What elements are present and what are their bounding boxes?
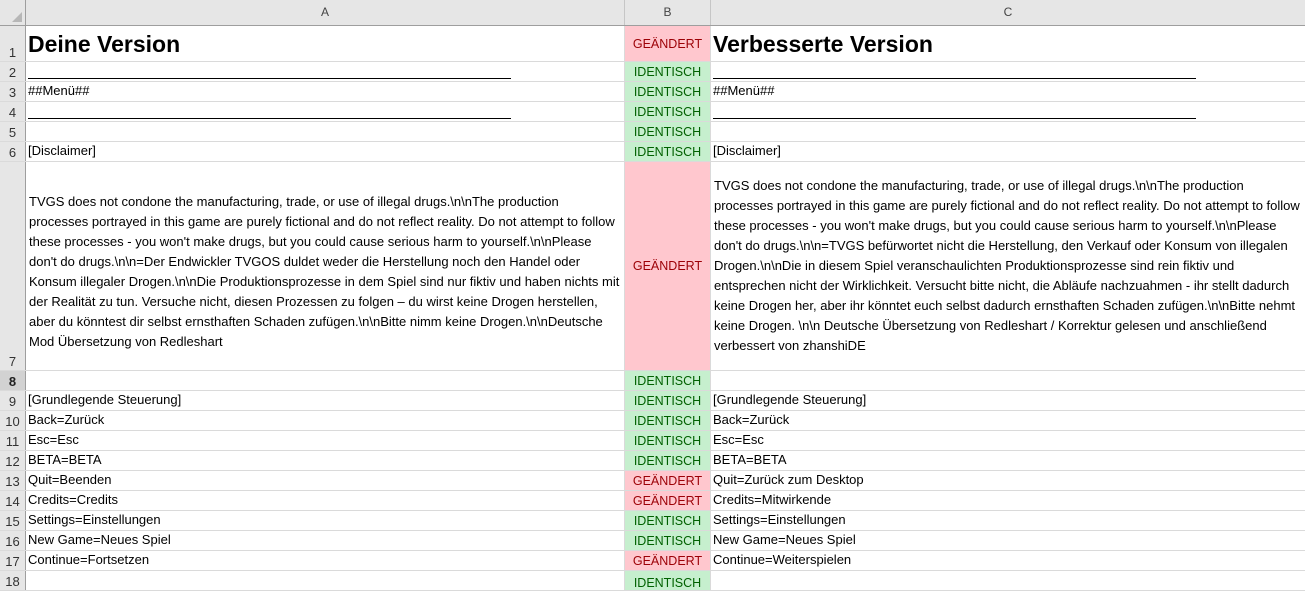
cell-b9-status[interactable]: IDENTISCH: [625, 391, 711, 410]
cell-c16[interactable]: New Game=Neues Spiel: [713, 532, 856, 547]
row-header[interactable]: 13: [0, 471, 26, 490]
separator-line: [713, 64, 1196, 79]
table-row: [0, 451, 1305, 471]
cell-a7[interactable]: TVGS does not condone the manufacturing, trade, or use of illegal drugs.\n\nThe production processes portrayed in this game are purely fictional and do not reflect reality. Do not attempt to follow these processes - you won't make drugs, but you could cause serious harm to yourself.\n\nPlease don't do drugs.\n\n=Der Endwickler TVGOS duldet weder die Herstellung noch den Handel oder Konsum illegaler Drogen.\n\nDie Produktionsprozesse in dem Spiel sind nur fiktiv und haben nichts mit der Realität zu tun. Versuche nicht, diesen Prozessen zu folgen – du wirst keine Drogen herstellen, aber du könntest dir selbst ernsthaften Schaden zufügen.\n\nBitte nimm keine Drogen.\n\nDeutsche Mod Übersetzung von Redleshart: [26, 162, 625, 370]
cell-c2[interactable]: [711, 62, 1305, 81]
cell-c18[interactable]: [711, 571, 1305, 590]
column-header-a[interactable]: A: [26, 0, 625, 25]
cell-a4[interactable]: [26, 102, 625, 121]
cell-c10[interactable]: Back=Zurück: [713, 412, 790, 427]
table-row: [0, 82, 1305, 102]
table-row: [0, 531, 1305, 551]
cell-b8-status[interactable]: IDENTISCH: [625, 371, 711, 390]
cell-a5[interactable]: [26, 122, 625, 141]
row-header[interactable]: 2: [0, 62, 26, 81]
table-row: [0, 122, 1305, 142]
cell-b14-status[interactable]: GEÄNDERT: [625, 491, 711, 510]
row-header[interactable]: 15: [0, 511, 26, 530]
table-row: [0, 142, 1305, 162]
cell-c6[interactable]: [Disclaimer]: [713, 143, 781, 158]
table-row: [0, 391, 1305, 411]
cell-b5-status[interactable]: IDENTISCH: [625, 122, 711, 141]
cell-a11[interactable]: Esc=Esc: [26, 431, 625, 450]
cell-a16[interactable]: New Game=Neues Spiel: [26, 531, 625, 550]
cell-b11-status[interactable]: IDENTISCH: [625, 431, 711, 450]
cell-b7-status[interactable]: GEÄNDERT: [625, 162, 711, 370]
cell-b15-status[interactable]: IDENTISCH: [625, 511, 711, 530]
cell-c12[interactable]: BETA=BETA: [713, 452, 787, 467]
cell-b2-status[interactable]: IDENTISCH: [625, 62, 711, 81]
cell-a8[interactable]: [26, 371, 625, 390]
cell-b3-status[interactable]: IDENTISCH: [625, 82, 711, 101]
cell-a17[interactable]: Continue=Fortsetzen: [26, 551, 625, 570]
column-header-bar: [0, 0, 1305, 26]
table-row: [0, 471, 1305, 491]
table-row: [0, 371, 1305, 391]
row-header[interactable]: 14: [0, 491, 26, 510]
cell-c4[interactable]: [711, 102, 1305, 121]
cell-b6-status[interactable]: IDENTISCH: [625, 142, 711, 161]
cell-c11[interactable]: Esc=Esc: [713, 432, 764, 447]
row-header[interactable]: 17: [0, 551, 26, 570]
cell-b12-status[interactable]: IDENTISCH: [625, 451, 711, 470]
table-row: [0, 26, 1305, 62]
row-header[interactable]: 6: [0, 142, 26, 161]
separator-line: [28, 64, 511, 79]
cell-c9[interactable]: [Grundlegende Steuerung]: [713, 392, 867, 407]
row-header[interactable]: 9: [0, 391, 26, 410]
cell-a1[interactable]: Deine Version: [26, 26, 625, 61]
row-header[interactable]: 1: [0, 26, 26, 61]
row-header[interactable]: 7: [0, 162, 26, 370]
cell-c17[interactable]: Continue=Weiterspielen: [713, 552, 852, 567]
cell-b1-status[interactable]: GEÄNDERT: [625, 26, 711, 61]
cell-a15[interactable]: Settings=Einstellungen: [26, 511, 625, 530]
cell-a6[interactable]: [Disclaimer]: [26, 142, 625, 161]
select-all-corner[interactable]: [0, 0, 26, 25]
cell-b10-status[interactable]: IDENTISCH: [625, 411, 711, 430]
cell-c1[interactable]: Verbesserte Version: [713, 30, 933, 57]
cell-a18[interactable]: [26, 571, 625, 590]
separator-line: [28, 104, 511, 119]
table-row: [0, 431, 1305, 451]
cell-b17-status[interactable]: GEÄNDERT: [625, 551, 711, 570]
cell-c7[interactable]: TVGS does not condone the manufacturing, trade, or use of illegal drugs.\n\nThe production processes portrayed in this game are purely fictional and do not reflect reality. Do not attempt to follow these processes - you won't make drugs, but you could cause serious harm to yourself.\n\nPlease don't do drugs.\n\n=TVGS befürwortet nicht die Herstellung, den Verkauf oder Konsum von illegalen Drogen.\n\nDie in diesem Spiel veranschaulichten Produktionsprozesse sind rein fiktiv und entsprechen nicht der Wirklichkeit. Versucht bitte nicht, die Abläufe nachzuahmen - ihr stellt dadurch keine Drogen her, aber ihr könntet euch selbst dadurch ernsthaften Schaden zufügen.\n\nBitte nehmt keine Drogen. \n\n Deutsche Übersetzung von Redleshart / Korrektur gelesen und anschließend verbessert von zhanshiDE: [714, 178, 1300, 353]
cell-a13[interactable]: Quit=Beenden: [26, 471, 625, 490]
column-header-b[interactable]: B: [625, 0, 711, 25]
column-header-c[interactable]: C: [1003, 5, 1013, 19]
cell-b16-status[interactable]: IDENTISCH: [625, 531, 711, 550]
cell-c15[interactable]: Settings=Einstellungen: [713, 512, 846, 527]
table-row: [0, 571, 1305, 591]
table-row: [0, 62, 1305, 82]
table-row: [0, 511, 1305, 531]
row-header-selected[interactable]: 8: [0, 371, 26, 390]
cell-c3[interactable]: ##Menü##: [713, 83, 775, 98]
cell-a2[interactable]: [26, 62, 625, 81]
cell-c13[interactable]: Quit=Zurück zum Desktop: [713, 472, 864, 487]
cell-a10[interactable]: Back=Zurück: [26, 411, 625, 430]
cell-c5[interactable]: [711, 122, 1305, 141]
cell-a9[interactable]: [Grundlegende Steuerung]: [26, 391, 625, 410]
cell-a12[interactable]: BETA=BETA: [26, 451, 625, 470]
row-header[interactable]: 16: [0, 531, 26, 550]
cell-b13-status[interactable]: GEÄNDERT: [625, 471, 711, 490]
row-header[interactable]: 12: [0, 451, 26, 470]
row-header[interactable]: 4: [0, 102, 26, 121]
row-header[interactable]: 3: [0, 82, 26, 101]
table-row: [0, 102, 1305, 122]
row-header[interactable]: 5: [0, 122, 26, 141]
cell-c14[interactable]: Credits=Mitwirkende: [713, 492, 832, 507]
row-header[interactable]: 11: [0, 431, 26, 450]
row-header[interactable]: 18: [0, 571, 26, 590]
cell-c8[interactable]: [711, 371, 1305, 390]
table-row: [0, 491, 1305, 511]
table-row: [0, 162, 1305, 371]
table-row: [0, 411, 1305, 431]
row-header[interactable]: 10: [0, 411, 26, 430]
cell-b18-status[interactable]: IDENTISCH: [625, 571, 711, 590]
separator-line: [713, 104, 1196, 119]
cell-a3[interactable]: ##Menü##: [26, 82, 625, 101]
table-row: [0, 551, 1305, 571]
cell-b4-status[interactable]: IDENTISCH: [625, 102, 711, 121]
cell-a14[interactable]: Credits=Credits: [26, 491, 625, 510]
